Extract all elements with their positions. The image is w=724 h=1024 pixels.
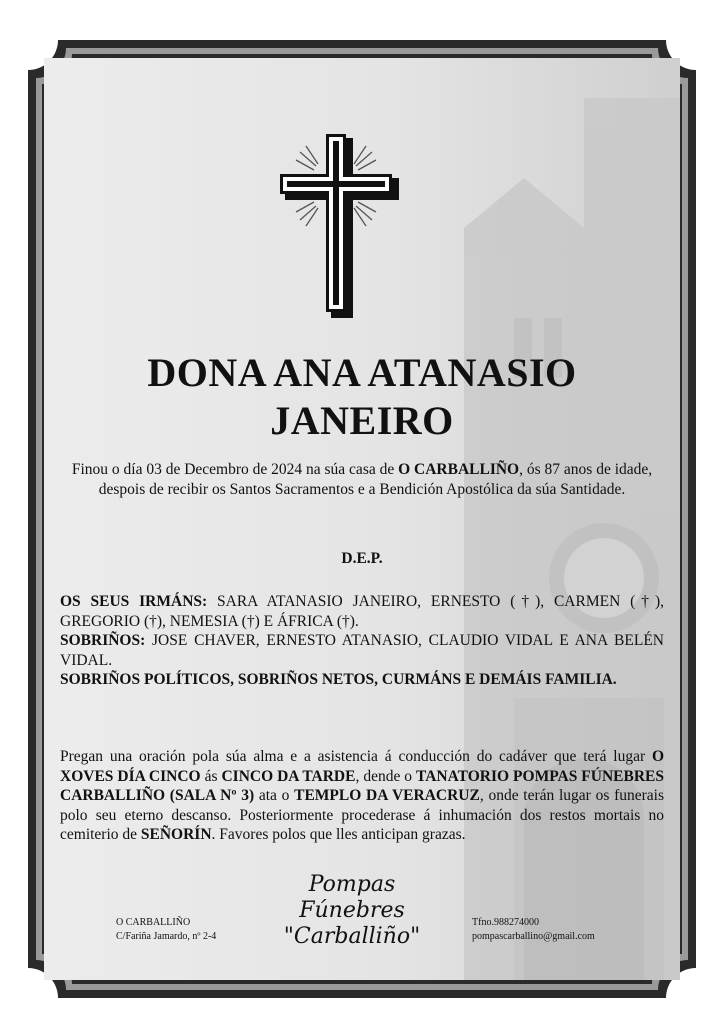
footer-phone: Tfno.988274000 xyxy=(472,917,539,928)
prayer-day: O XOVES DÍA CINCO xyxy=(60,748,664,785)
death-announcement xyxy=(64,460,660,500)
siblings-label: OS SEUS IRMÁNS: xyxy=(60,593,208,610)
intro-text-1: Finou o día 03 de Decembro de 2024 na súa casa de xyxy=(71,461,399,478)
logo-line2: "Carballiño" xyxy=(283,924,421,949)
logo-line1: Pompas Fúnebres xyxy=(299,872,405,923)
prayer-text-1: Pregan una oración pola súa alma e a asistencia á conducción do cadáver que terá lugar xyxy=(60,748,652,765)
footer-street: C/Fariña Jamardo, nº 2-4 xyxy=(116,931,217,942)
footer-email[interactable]: pompascarballino@gmail.com xyxy=(472,931,595,942)
nephews-paragraph xyxy=(60,631,664,670)
prayer-text-4: ata o xyxy=(254,787,295,804)
nephews-text: JOSE CHAVER, ERNESTO ATANASIO, CLAUDIO VIDAL E ANA BELÉN VIDAL. xyxy=(60,632,664,669)
other-family-text: SOBRIÑOS POLÍTICOS, SOBRIÑOS NETOS, CURMÁNS E DEMÁIS FAMILIA. xyxy=(60,671,617,688)
footer-address xyxy=(116,916,216,944)
siblings-text: SARA ATANASIO JANEIRO, ERNESTO (†), CARMEN (†), GREGORIO (†), NEMESIA (†) E ÁFRICA (†). xyxy=(60,593,664,630)
dep-heading: D.E.P. xyxy=(341,550,383,567)
deceased-name-line2: JANEIRO xyxy=(270,398,454,443)
prayer-text-3: , dende o xyxy=(355,767,417,785)
prayer-funeral-home: TANATORIO POMPAS FÚNEBRES CARBALLIÑO (SALA Nº 3) xyxy=(60,767,664,804)
funeral-home-logo xyxy=(272,872,432,950)
prayer-text-6: . Favores polos que lles anticipan grazas. xyxy=(211,826,466,843)
nephews-label: SOBRIÑOS: xyxy=(60,632,146,649)
cross-icon xyxy=(270,132,402,318)
footer-contact xyxy=(472,916,595,944)
footer-town: O CARBALLIÑO xyxy=(116,917,191,928)
prayer-time: CINCO DA TARDE xyxy=(221,767,356,785)
prayer-text-5: , onde terán lugar os funerais polo seu eterno descanso. Posteriormente procederase á inhumación dos restos mortais no cemiterio de xyxy=(60,787,664,843)
intro-place: O CARBALLIÑO xyxy=(398,461,520,478)
prayer-cemetery: SEÑORÍN xyxy=(140,826,212,843)
siblings-paragraph xyxy=(60,592,664,631)
other-family xyxy=(60,670,664,690)
prayer-text-2: ás xyxy=(200,767,222,785)
intro-text-2: , ós 87 anos de idade, despois de recibir os Santos Sacramentos e a Bendición Apostólica da súa Santidade. xyxy=(98,461,653,498)
prayer-temple: TEMPLO DA VERACRUZ xyxy=(294,787,480,804)
funeral-details xyxy=(60,747,664,845)
deceased-name-line1: DONA ANA ATANASIO xyxy=(147,350,577,395)
family-section xyxy=(60,592,664,690)
